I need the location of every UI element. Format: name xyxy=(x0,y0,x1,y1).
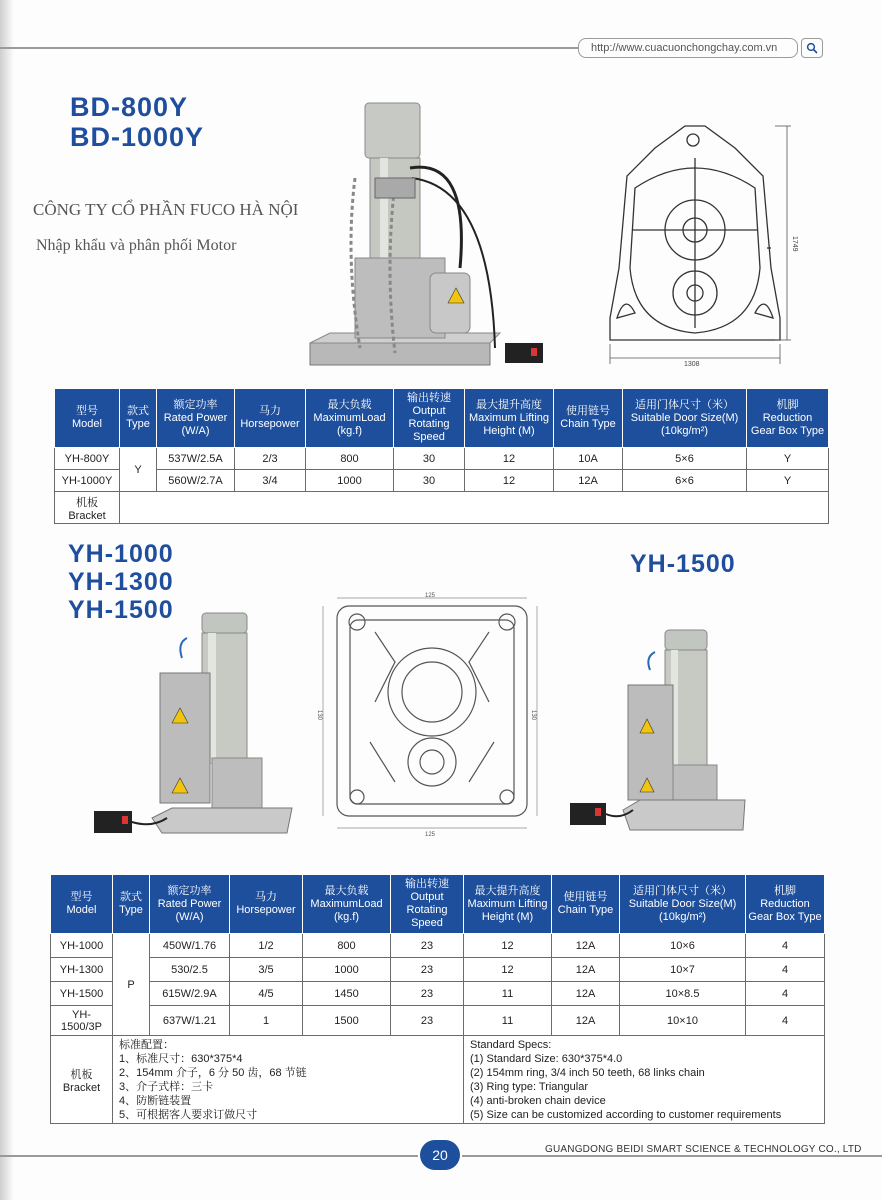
bracket-specs-row: 机板 Bracket 标准配置： 1、标准尺寸：630*375*4 2、154mm 介子，6 分 50 齿，68 节链 3、介子式样：三卡 4、防断链装置 5、可根据客人要求订做尺寸 Standard Specs: (1) Standard Size: 630*375*4.0 (2) 154mm ring, 3/4 inch 50 teeth, 68 links chain (3) Ring type: Triangular (4) anti-broken chain device (5) Size can be customized according to customer requirements xyxy=(51,1036,825,1124)
yh1500-motor-image xyxy=(565,625,755,845)
col-door-size: 适用门体尺寸（米） Suitable Door Size(M) (10kg/m²) xyxy=(620,875,746,934)
title-bd1000y: BD-1000Y xyxy=(70,122,205,153)
col-lift-height: 最大提升高度 Maximum Lifting Height (M) xyxy=(464,875,552,934)
page-number: 20 xyxy=(420,1140,460,1170)
col-rated-power: 额定功率 Rated Power (W/A) xyxy=(157,389,235,448)
col-model: 型号 Model xyxy=(51,875,113,934)
bd-gearbox-drawing xyxy=(595,118,798,368)
dim-right-label: 130 xyxy=(530,710,536,721)
dim-bottom-label: 125 xyxy=(425,832,436,838)
col-max-load: 最大负载 MaximumLoad (kg.f) xyxy=(306,389,394,448)
table-row: YH-1000Y 560W/2.7A 3/4 1000 30 12 12A 6×6 Y xyxy=(55,470,829,492)
col-horsepower: 马力 Horsepower xyxy=(235,389,306,448)
col-max-load: 最大负载 MaximumLoad (kg.f) xyxy=(303,875,391,934)
specs-chinese: 标准配置： 1、标准尺寸：630*375*4 2、154mm 介子，6 分 50 齿，68 节链 3、介子式样：三卡 4、防断链装置 5、可根据客人要求订做尺寸 xyxy=(113,1036,464,1124)
dim-height-label: 1749 xyxy=(791,236,798,252)
col-output-speed: 输出转速 Output Rotating Speed xyxy=(394,389,465,448)
watermark-company: CÔNG TY CỔ PHẦN FUCO HÀ NỘI xyxy=(33,200,299,219)
header-rule xyxy=(0,47,578,49)
watermark-tagline: Nhập khẩu và phân phối Motor xyxy=(36,237,237,254)
table-header-row xyxy=(55,389,829,448)
dim-width-label: 1308 xyxy=(684,361,700,368)
bracket-row: 机板 Bracket xyxy=(55,492,829,524)
table-header-row xyxy=(51,875,825,934)
title-bd800y: BD-800Y xyxy=(70,92,189,122)
bd-spec-table xyxy=(54,388,829,524)
col-gearbox: 机脚 Reduction Gear Box Type xyxy=(747,389,829,448)
title-yh1300: YH-1300 xyxy=(68,568,174,596)
title-yh1000: YH-1000 xyxy=(68,540,174,568)
section1-title xyxy=(70,92,204,152)
yh1000-motor-image xyxy=(92,608,302,853)
company-name: GUANGDONG BEIDI SMART SCIENCE & TECHNOLOGY CO., LTD xyxy=(545,1144,862,1155)
specs-english: Standard Specs: (1) Standard Size: 630*375*4.0 (2) 154mm ring, 3/4 inch 50 teeth, 68 links chain (3) Ring type: Triangular (4) anti-broken chain device (5) Size can be customized according to customer requirements xyxy=(464,1036,825,1124)
title-yh1500: YH-1500 xyxy=(68,596,174,624)
col-type: 款式 Type xyxy=(113,875,150,934)
search-icon xyxy=(806,42,818,54)
col-door-size: 适用门体尺寸（米） Suitable Door Size(M) (10kg/m²) xyxy=(623,389,747,448)
col-chain-type: 使用链号 Chain Type xyxy=(552,875,620,934)
bd800y-motor-image xyxy=(300,98,555,383)
col-output-speed: 输出转速 Output Rotating Speed xyxy=(391,875,464,934)
footer-rule-left xyxy=(0,1155,418,1157)
dim-top-label: 125 xyxy=(425,593,436,599)
url-field[interactable]: http://www.cuacuonchongchay.com.vn xyxy=(578,38,798,58)
yh1500-title: YH-1500 xyxy=(630,550,736,578)
col-horsepower: 马力 Horsepower xyxy=(230,875,303,934)
dim-left-label: 130 xyxy=(316,710,322,721)
search-button[interactable] xyxy=(801,38,823,58)
yh-gearbox-drawing xyxy=(315,592,545,837)
col-gearbox: 机脚 Reduction Gear Box Type xyxy=(746,875,825,934)
footer-rule-right xyxy=(462,1155,882,1157)
col-type: 款式 Type xyxy=(120,389,157,448)
col-chain-type: 使用链号 Chain Type xyxy=(554,389,623,448)
page-edge-shadow xyxy=(0,0,14,1200)
col-rated-power: 额定功率 Rated Power (W/A) xyxy=(150,875,230,934)
table-row: YH-1500/3P 637W/1.21 1 1500 23 11 12A 10×10 4 xyxy=(51,1006,825,1036)
table-row: YH-1500 615W/2.9A 4/5 1450 23 11 12A 10×8.5 4 xyxy=(51,982,825,1006)
col-lift-height: 最大提升高度 Maximum Lifting Height (M) xyxy=(465,389,554,448)
col-model: 型号 Model xyxy=(55,389,120,448)
yh-spec-table xyxy=(50,874,825,1124)
table-row: YH-1000 P 450W/1.76 1/2 800 23 12 12A 10×6 4 xyxy=(51,934,825,958)
table-row: YH-1300 530/2.5 3/5 1000 23 12 12A 10×7 4 xyxy=(51,958,825,982)
table-row: YH-800Y Y 537W/2.5A 2/3 800 30 12 10A 5×6 Y xyxy=(55,448,829,470)
